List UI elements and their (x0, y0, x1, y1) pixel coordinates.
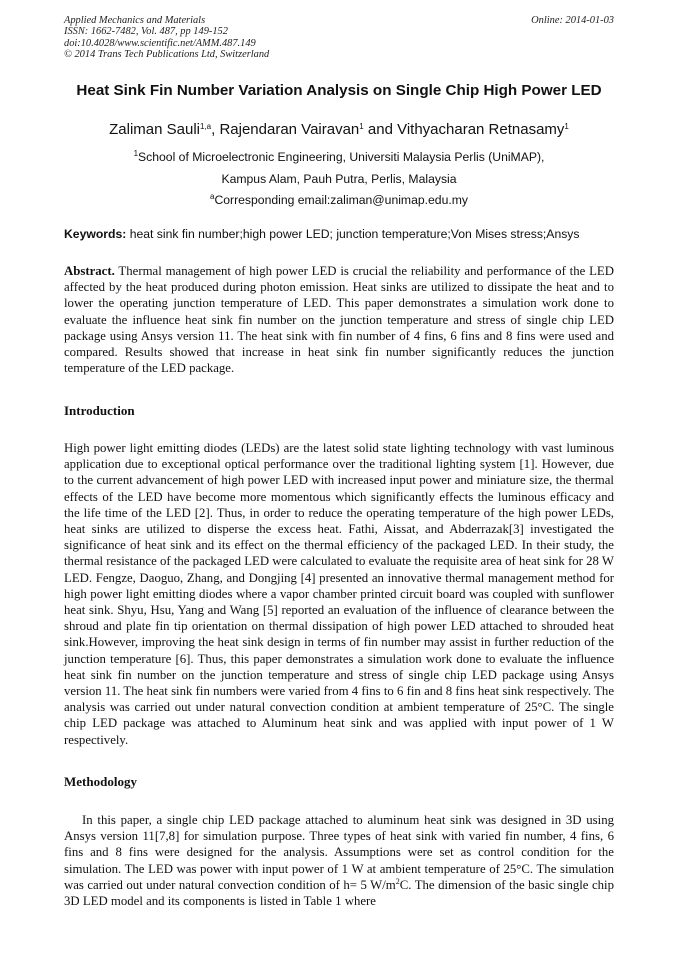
abstract-text: Thermal management of high power LED is crucial the reliability and performance of the LED affected by the heat produced during photon emission. Heat sinks are utilized to dissipate the heat and to lower the operating junction temperature of LED. This paper demonstrates a simulation work done to evaluate the influence heat sink fin number on the junction temperature and stress of single chip LED package using Ansys version 11. The heat sink with fin number of 4 fins, 6 fins and 8 fins were used and compared. Results showed that increase in heat sink fin number significantly reduces the junction temperature of the LED package. (64, 264, 614, 376)
affiliation-line: $^1$School of Microelectronic Engineering, Universiti Malaysia Perlis (UniMAP), (133, 149, 545, 164)
doi-line: doi:10.4028/www.scientific.net/AMM.487.149 (64, 37, 256, 49)
author-affiliation-mark: 1 (564, 122, 569, 131)
keywords-text: heat sink fin number;high power LED; junction temperature;Von Mises stress;Ansys (126, 227, 580, 241)
keywords-label: Keywords: (64, 227, 127, 241)
author-affiliation-mark: 1,a (199, 122, 212, 131)
author-name: Zaliman Sauli (109, 121, 200, 138)
paper-title: Heat Sink Fin Number Variation Analysis on Single Chip High Power LED (76, 82, 602, 99)
abstract-label: Abstract. (64, 264, 115, 278)
affiliation-address: Kampus Alam, Pauh Putra, Perlis, Malaysia (221, 172, 457, 186)
superscript: 2 (395, 876, 400, 886)
issn-line: ISSN: 1662-7482, Vol. 487, pp 149-152 (64, 26, 228, 38)
introduction-paragraph: High power light emitting diodes (LEDs) are the latest solid state lighting technology with vast luminous application due to exceptional optical performance over the traditional lighting system [1]. However, due to the current advancement of high power LED with increased input power and miniature size, the thermal effects of the LED have become more momentous which significantly effects the luminous efficacy and the life time of the LED [2]. Thus, in order to reduce the operating temperature of the high power LEDs, heat sinks are utilized to disperse the excess heat. Fathi, Aissat, and Abderrazak[3] investigated the significance of heat sink and its effect on the thermal efficiency of the packaged LED. In their study, the thermal resistance of the packaged LED were calculated to evaluate the requisite area of heat sink for 28 W LED. Fengze, Daoguo, Zhang, and Dongjing [4] presented an innovative thermal management method for high power light emitting diodes where a vapor chamber printed circuit board was coupled with sunflower heat sink. Shyu, Hsu, Yang and Wang [5] reported an evaluation of the influence of clearance between the shroud and plate fin tip orientation on thermal dissipation of high power LED attached to shrouded heat sink.However, improving the heat sink design in terms of fin number may assist in further reduction of the junction temperature [6]. Thus, this paper demonstrates a simulation work done to evaluate the influence heat sink fin number on the junction temperature and stress of single chip LED package using Ansys version 11. The heat sink fin numbers were varied from 4 fins to 6 fin and 8 fins heat sink respectively. The analysis was carried out under natural convection condition at ambient temperature of 25°C. The single chip LED package was attached to Aluminum heat sink and was applied with input power of 1 W respectively. (64, 441, 614, 747)
abstract (64, 263, 614, 376)
journal-header (64, 15, 269, 61)
journal-name: Applied Mechanics and Materials (64, 15, 206, 26)
author-name: Vithyacharan Retnasamy (397, 121, 565, 138)
corresponding-email: $^a$Corresponding email:zaliman@unimap.edu.my (210, 192, 468, 207)
author-affiliation-mark: 1 (359, 122, 364, 131)
methodology-paragraph: In this paper, a single chip LED package attached to aluminum heat sink was designed in 3D using Ansys version 11[7,8] for simulation purpose. Three types of heat sink with varied fin number, 4 fins, 6 fins and 8 fins were designed for the analysis. Assumptions were set as control condition for the simulation. The LED was power with input power of 1 W at ambient temperature of 25°C. The simulation was carried out under natural convection condition of h= 5 $W/m^2C$. The dimension of the basic single chip 3D LED model and its components is listed in Table 1 where (64, 813, 614, 909)
keywords (64, 227, 614, 242)
methodology-heading: Methodology (64, 774, 137, 789)
online-date: Online: 2014-01-03 (531, 15, 614, 26)
email-mark: a (210, 192, 215, 201)
affiliation-mark: 1 (133, 149, 139, 158)
author-name: Rajendaran Vairavan (219, 121, 360, 138)
author-separator: , (211, 121, 220, 138)
introduction-heading: Introduction (64, 403, 135, 418)
author-list (64, 120, 614, 140)
author-separator: and (363, 121, 398, 138)
copyright-line: © 2014 Trans Tech Publications Ltd, Switzerland (64, 49, 270, 61)
